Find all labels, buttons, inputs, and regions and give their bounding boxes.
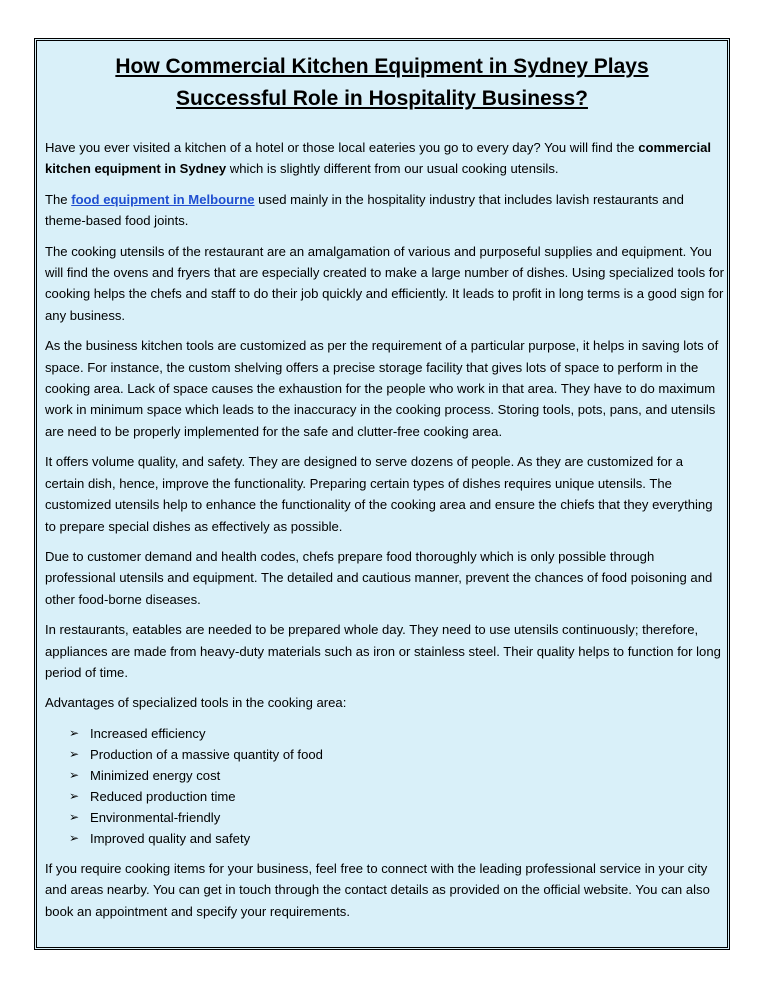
list-item: ➢ Improved quality and safety [69, 828, 725, 849]
list-item: ➢ Environmental-friendly [69, 807, 725, 828]
food-equipment-link[interactable]: food equipment in Melbourne [71, 191, 255, 207]
advantages-list [45, 723, 725, 849]
list-item: ➢ Reduced production time [69, 786, 725, 807]
paragraph-health: Due to customer demand and health codes, chefs prepare food thoroughly which is only possible through professional utensils and equipment. The detailed and cautious manner, prevent the chances of food poisoning and other food-borne diseases. [45, 548, 713, 607]
paragraph-materials: In restaurants, eatables are needed to be prepared whole day. They need to use utensils continuously; therefore, appliances are made from heavy-duty materials such as iron or stainless steel. Their quality helps to function for long period of time. [45, 622, 721, 680]
list-item: ➢ Minimized energy cost [69, 765, 725, 786]
arrow-bullet-icon: ➢ [69, 809, 80, 824]
paragraph-contact: If you require cooking items for your business, feel free to connect with the leading professional service in your city and areas nearby. You can get in touch through the contact details as provided on the official website. You can also book an appointment and specify your requirements. [45, 860, 710, 919]
document-page [34, 38, 730, 950]
paragraph-intro: Have you ever visited a kitchen of a hotel or those local eateries you go to every day? You will find the commercial kitchen equipment in Sydney which is slightly different from our usual cooking utensils. [45, 140, 712, 177]
document-body [45, 137, 725, 931]
paragraph-melbourne: The food equipment in Melbourne used mainly in the hospitality industry that includes lavish restaurants and theme-based food joints. [45, 191, 684, 229]
arrow-bullet-icon: ➢ [69, 830, 80, 845]
arrow-bullet-icon: ➢ [69, 725, 80, 740]
paragraph-utensils: The cooking utensils of the restaurant are an amalgamation of various and purposeful supplies and equipment. You will find the ovens and fryers that are especially created to make a large number of dishes. Using specialized tools for cooking helps the chefs and staff to do their job quickly and efficiently. It leads to profit in long terms is a good sign for any business. [45, 243, 725, 323]
title-line-2: Successful Role in Hospitality Business? [176, 87, 588, 110]
arrow-bullet-icon: ➢ [69, 788, 80, 803]
paragraph-space: As the business kitchen tools are customized as per the requirement of a particular purpose, it helps in saving lots of space. For instance, the custom shelving offers a precise storage facility that gives lots of space to perform in the cooking area. Lack of space causes the exhaustion for the people who work in that area. They have to do maximum work in minimum space which leads to the inaccuracy in the cooking process. Storing tools, pots, pans, and utensils are need to be properly implemented for the safe and clutter-free cooking area. [45, 338, 719, 439]
bold-phrase: commercial kitchen equipment in Sydney [45, 140, 712, 177]
arrow-bullet-icon: ➢ [69, 746, 80, 761]
arrow-bullet-icon: ➢ [69, 767, 80, 782]
paragraph-advantages-heading: Advantages of specialized tools in the cooking area: [45, 695, 347, 711]
list-item: ➢ Production of a massive quantity of food [69, 744, 725, 765]
list-item: ➢ Increased efficiency [69, 723, 725, 744]
title-line-1: How Commercial Kitchen Equipment in Sydney Plays [115, 55, 649, 78]
paragraph-quality: It offers volume quality, and safety. They are designed to serve dozens of people. As they are customized for a certain dish, hence, improve the functionality. Preparing certain types of dishes requires unique utensils. The customized utensils help to enhance the functionality of the cooking area and ensure the chiefs that they everything to prepare special dishes as effectively as possible. [45, 454, 713, 534]
document-title [37, 51, 727, 115]
